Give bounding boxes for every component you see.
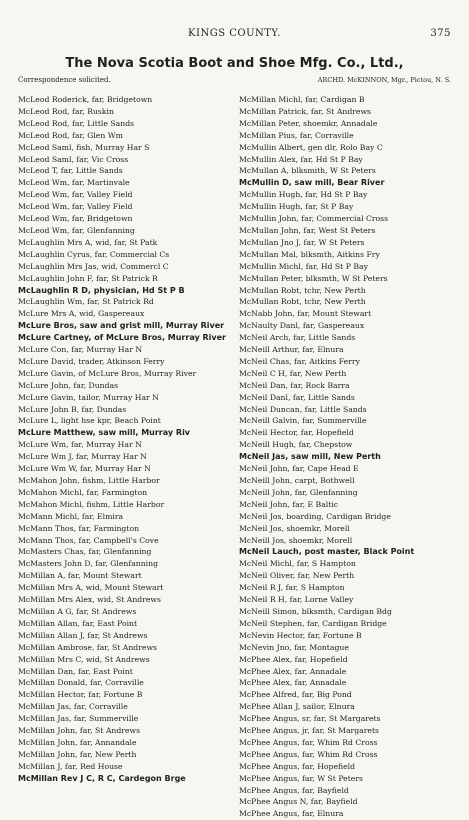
directory-entry: McLure John, far, Dundas bbox=[18, 380, 119, 390]
directory-entry: McMahon John, fishm, Little Harbor bbox=[18, 476, 160, 485]
directory-entry: McLure Cartney, of McLure Bros, Murray River bbox=[18, 333, 226, 343]
directory-entry: McLure Mrs A, wid, Gaspereaux bbox=[18, 309, 145, 319]
directory-entry: McNeill John, carpt, Bothwell bbox=[239, 476, 355, 485]
directory-entry: McMillan Peter, shoemkr, Annadale bbox=[239, 118, 378, 128]
directory-entry: McMillan A G, far, St Andrews bbox=[18, 606, 137, 616]
directory-entry: McNeil R H, far, Lorne Valley bbox=[239, 595, 354, 605]
directory-entry: McMillan Mrs A, wid, Mount Stewart bbox=[18, 583, 164, 593]
directory-entry: McMullan Peter, blksmth, W St Peters bbox=[239, 273, 388, 283]
directory-entry: McMillan Donald, far, Corraville bbox=[18, 678, 144, 688]
directory-entry: McNeill Galvin, far, Summerville bbox=[239, 416, 367, 426]
directory-entry: McMillan Jas, far, Summerville bbox=[18, 714, 139, 724]
banner-manager: ARCHD. McKINNON, Mgr., Pictou, N. S. bbox=[317, 76, 451, 84]
directory-entry: McLaughlin John F, far, St Patrick R bbox=[18, 273, 158, 283]
directory-entry: McMillan John, far, Annandale bbox=[18, 737, 137, 747]
directory-entry: McNeil Stephen, far, Cardigan Bridge bbox=[239, 618, 387, 628]
directory-entry: McMillan Patrick, far, St Andrews bbox=[239, 106, 372, 116]
right-column bbox=[239, 94, 450, 820]
directory-entry: McMullin Michl, far, Hd St P Bay bbox=[239, 261, 368, 271]
directory-entry: McLaughlin Wm, far, St Patrick Rd bbox=[18, 297, 154, 307]
directory-entry: McMillan John, far, New Perth bbox=[18, 749, 137, 759]
directory-entry: McLaughlin Cyrus, far, Commercial Cs bbox=[18, 249, 170, 259]
directory-entry: McLure Wm J, far, Murray Har N bbox=[18, 452, 147, 462]
directory-entry: McMillan Rev J C, R C, Cardegon Brge bbox=[18, 773, 186, 783]
directory-entry: McLeod Wm, far, Valley Field bbox=[18, 190, 133, 200]
directory-entry: McMullin Hugh, far, St P Bay bbox=[239, 202, 354, 212]
directory-entry: McLure Gavin, tailor, Murray Har N bbox=[18, 392, 159, 402]
directory-entry: McPhee Angus, far, Whim Rd Cross bbox=[239, 749, 378, 759]
directory-entry: McPhee Allan J, sailor, Elnura bbox=[239, 702, 355, 712]
page-title: KINGS COUNTY. bbox=[188, 28, 281, 39]
directory-entry: McMillan J, far, Red House bbox=[18, 761, 123, 771]
directory-entry: McLeod Saml, far, Vic Cross bbox=[18, 154, 129, 164]
directory-entry: McMillan Mrs Alex, wid, St Andrews bbox=[18, 595, 161, 605]
directory-entry: McMullin John, far, Commercial Cross bbox=[239, 214, 389, 224]
directory-entry: McNeil Danl, far, Little Sands bbox=[239, 392, 355, 402]
directory-entry: McMillan Michl, far, Cardigan B bbox=[239, 95, 365, 104]
directory-entry: McLeod Roderick, far, Bridgetown bbox=[18, 95, 153, 104]
directory-entry: McNeil Jas, saw mill, New Perth bbox=[239, 452, 381, 462]
directory-entry: McMullan John, far, West St Peters bbox=[239, 225, 376, 235]
directory-entry: McMahon Michl, far, Farmington bbox=[18, 487, 148, 497]
directory-entry: McMullin Alex, far, Hd St P Bay bbox=[239, 154, 363, 164]
directory-entry: McLure L, light hse kpr, Beach Point bbox=[18, 416, 161, 426]
directory-entry: McMillan Hector, far, Fortune B bbox=[18, 690, 143, 700]
directory-entry: McNeill Simon, blksmth, Cardigan Bdg bbox=[239, 606, 392, 616]
directory-entry: McLeod Rod, far, Glen Wm bbox=[18, 130, 123, 140]
directory-entry: McLure Con, far, Murray Har N bbox=[18, 345, 143, 355]
directory-entry: McPhee Angus, far, Whim Rd Cross bbox=[239, 737, 378, 747]
directory-entry: McPhee Angus, far, W St Peters bbox=[239, 773, 363, 783]
directory-entry: McLaughlin Mrs A, wid, far, St Patk bbox=[18, 237, 158, 247]
directory-entry: McNeill John, far, Glenfanning bbox=[239, 487, 358, 497]
directory-entry: McLaughlin Mrs Jas, wid, Commercl C bbox=[18, 261, 169, 271]
directory-entry: McNeil Oliver, far, New Perth bbox=[239, 571, 355, 581]
directory-entry: McNeil Lauch, post master, Black Point bbox=[239, 547, 415, 557]
directory-entry: McNeill Hugh, far, Chepstow bbox=[239, 440, 353, 450]
directory-entry: McLure Wm W, far, Murray Har N bbox=[18, 464, 151, 474]
directory-entry: McLeod Rod, far, Little Sands bbox=[18, 118, 135, 128]
directory-entry: McPhee Angus, far, Bayfield bbox=[239, 785, 349, 795]
directory-entry: McNeil C H, far, New Perth bbox=[239, 368, 347, 378]
directory-entry: McNeil R J, far, S Hampton bbox=[239, 583, 345, 593]
directory-entry: McNaulty Danl, far, Gaspereaux bbox=[239, 321, 365, 331]
directory-entry: McLeod Wm, far, Glenfanning bbox=[18, 225, 135, 235]
directory-entry: McLaughlin R D, physician, Hd St P B bbox=[18, 285, 185, 295]
directory-entry: McNeil Duncan, far, Little Sands bbox=[239, 404, 367, 414]
directory-entry: McPhee Alex, far, Annadale bbox=[239, 678, 347, 688]
directory-entry: McMullan Robt, tchr, New Perth bbox=[239, 285, 366, 295]
directory-entry: McMillan Allan J, far, St Andrews bbox=[18, 630, 148, 640]
directory-entry: McMullan Mal, blksmth, Aitkins Fry bbox=[239, 249, 380, 259]
directory-entry: McMullin Albert, gen dlr, Rolo Bay C bbox=[239, 142, 383, 152]
directory-entry: McNeil John, far, Cape Head E bbox=[239, 464, 359, 474]
directory-entry: McPhee Alex, far, Hopefield bbox=[239, 654, 348, 664]
directory-entry: McLeod Wm, far, Valley Field bbox=[18, 202, 133, 212]
directory-entry: McMillan Dan, far, East Point bbox=[18, 666, 133, 676]
directory-entry: McMillan John, far, St Andrews bbox=[18, 726, 141, 736]
directory-entry: McLure Gavin, of McLure Bros, Murray River bbox=[18, 368, 197, 378]
directory-entry: McPhee Angus, far, Elnura bbox=[239, 809, 344, 819]
directory-entry: McMann Thos, far, Campbell's Cove bbox=[18, 535, 159, 545]
directory-entry: McMullin D, saw mill, Bear River bbox=[239, 178, 385, 188]
directory-entry: McNeil Arch, far, Little Sands bbox=[239, 333, 356, 343]
directory-entry: McNeill Jos, shoemkr, Morell bbox=[239, 535, 353, 545]
directory-entry: McPhee Angus, far, Hopefield bbox=[239, 761, 356, 771]
directory-entry: McNeil John, far, E Baltic bbox=[239, 499, 339, 509]
directory-entry: McMillan Mrs C, wid, St Andrews bbox=[18, 654, 150, 664]
directory-entry: McLeod Wm, far, Bridgetown bbox=[18, 214, 133, 224]
directory-entry: McNeil Dan, far, Rock Barra bbox=[239, 380, 350, 390]
directory-entry: McLeod Wm, far, Martinvale bbox=[18, 178, 130, 188]
directory-entry: McLeod T, far, Little Sands bbox=[18, 166, 123, 176]
directory-entry: McMann Thos, far, Farmington bbox=[18, 523, 140, 533]
page-number: 375 bbox=[430, 28, 451, 39]
directory-entry: McLure Wm, far, Murray Har N bbox=[18, 440, 142, 450]
left-column bbox=[18, 94, 229, 785]
directory-entry: McNeil Jos, boarding, Cardigan Bridge bbox=[239, 511, 391, 521]
directory-entry: McPhee Alfred, far, Big Pond bbox=[239, 690, 352, 700]
directory-entry: McNeil Michl, far, S Hampton bbox=[239, 559, 356, 569]
directory-entry: McPhee Angus, sr, far, St Margarets bbox=[239, 714, 381, 724]
directory-entry: McLure John B, far, Dundas bbox=[18, 404, 127, 414]
directory-entry: McNabb John, far, Mount Stewart bbox=[239, 309, 372, 319]
directory-entry: McMillan Ambrose, far, St Andrews bbox=[18, 642, 157, 652]
directory-entry: McMullan A, blksmith, W St Peters bbox=[239, 166, 376, 176]
advertisement-subline bbox=[18, 76, 451, 88]
directory-entry: McMahon Michl, fishm, Little Harbor bbox=[18, 499, 165, 509]
directory-entry: McNeill Arthur, far, Elnura bbox=[239, 345, 344, 355]
directory-entry: McMullan Robt, tchr, New Perth bbox=[239, 297, 366, 307]
advertisement-banner: The Nova Scotia Boot and Shoe Mfg. Co., Ltd., bbox=[65, 56, 404, 71]
directory-entry: McMullan Jno J, far, W St Peters bbox=[239, 237, 365, 247]
directory-entry: McMillan Jas, far, Corraville bbox=[18, 702, 128, 712]
directory-entry: McPhee Angus N, far, Bayfield bbox=[239, 797, 358, 807]
directory-entry: McMillan Allan, far, East Point bbox=[18, 618, 138, 628]
directory-entry: McNeil Hector, far, Hopefield bbox=[239, 428, 354, 438]
directory-entry: McMillan Pius, far, Corraville bbox=[239, 130, 354, 140]
directory-entry: McLure David, trader, Atkinson Ferry bbox=[18, 356, 165, 366]
directory-entry: McLure Bros, saw and grist mill, Murray River bbox=[18, 321, 225, 331]
directory-entry: McNeil Jos, shoemkr, Morell bbox=[239, 523, 350, 533]
banner-note: Correspondence solicited. bbox=[18, 76, 111, 84]
directory-entry: McPhee Angus, jr, far, St Margarets bbox=[239, 726, 379, 736]
directory-entry: McMillan A, far, Mount Stewart bbox=[18, 571, 142, 581]
directory-entry: McLeod Saml, fish, Murray Har S bbox=[18, 142, 150, 152]
directory-entry: McLeod Rod, far, Ruskin bbox=[18, 106, 114, 116]
directory-entry: McMullin Hugh, far, Hd St P Bay bbox=[239, 190, 368, 200]
directory-entry: McMasters John D, far, Glenfanning bbox=[18, 559, 159, 569]
directory-entry: McLure Matthew, saw mill, Murray Riv bbox=[18, 428, 191, 438]
directory-entry: McNevin Jno, far, Montague bbox=[239, 642, 349, 652]
directory-entry: McNevin Hector, far, Fortune B bbox=[239, 630, 362, 640]
directory-entry: McMann Michl, far, Elmira bbox=[18, 511, 124, 521]
directory-entry: McNeil Chas, far, Aitkins Ferry bbox=[239, 356, 360, 366]
directory-entry: McPhee Alex, far, Annadale bbox=[239, 666, 347, 676]
directory-entry: McMasters Chas, far, Glenfanning bbox=[18, 547, 152, 557]
